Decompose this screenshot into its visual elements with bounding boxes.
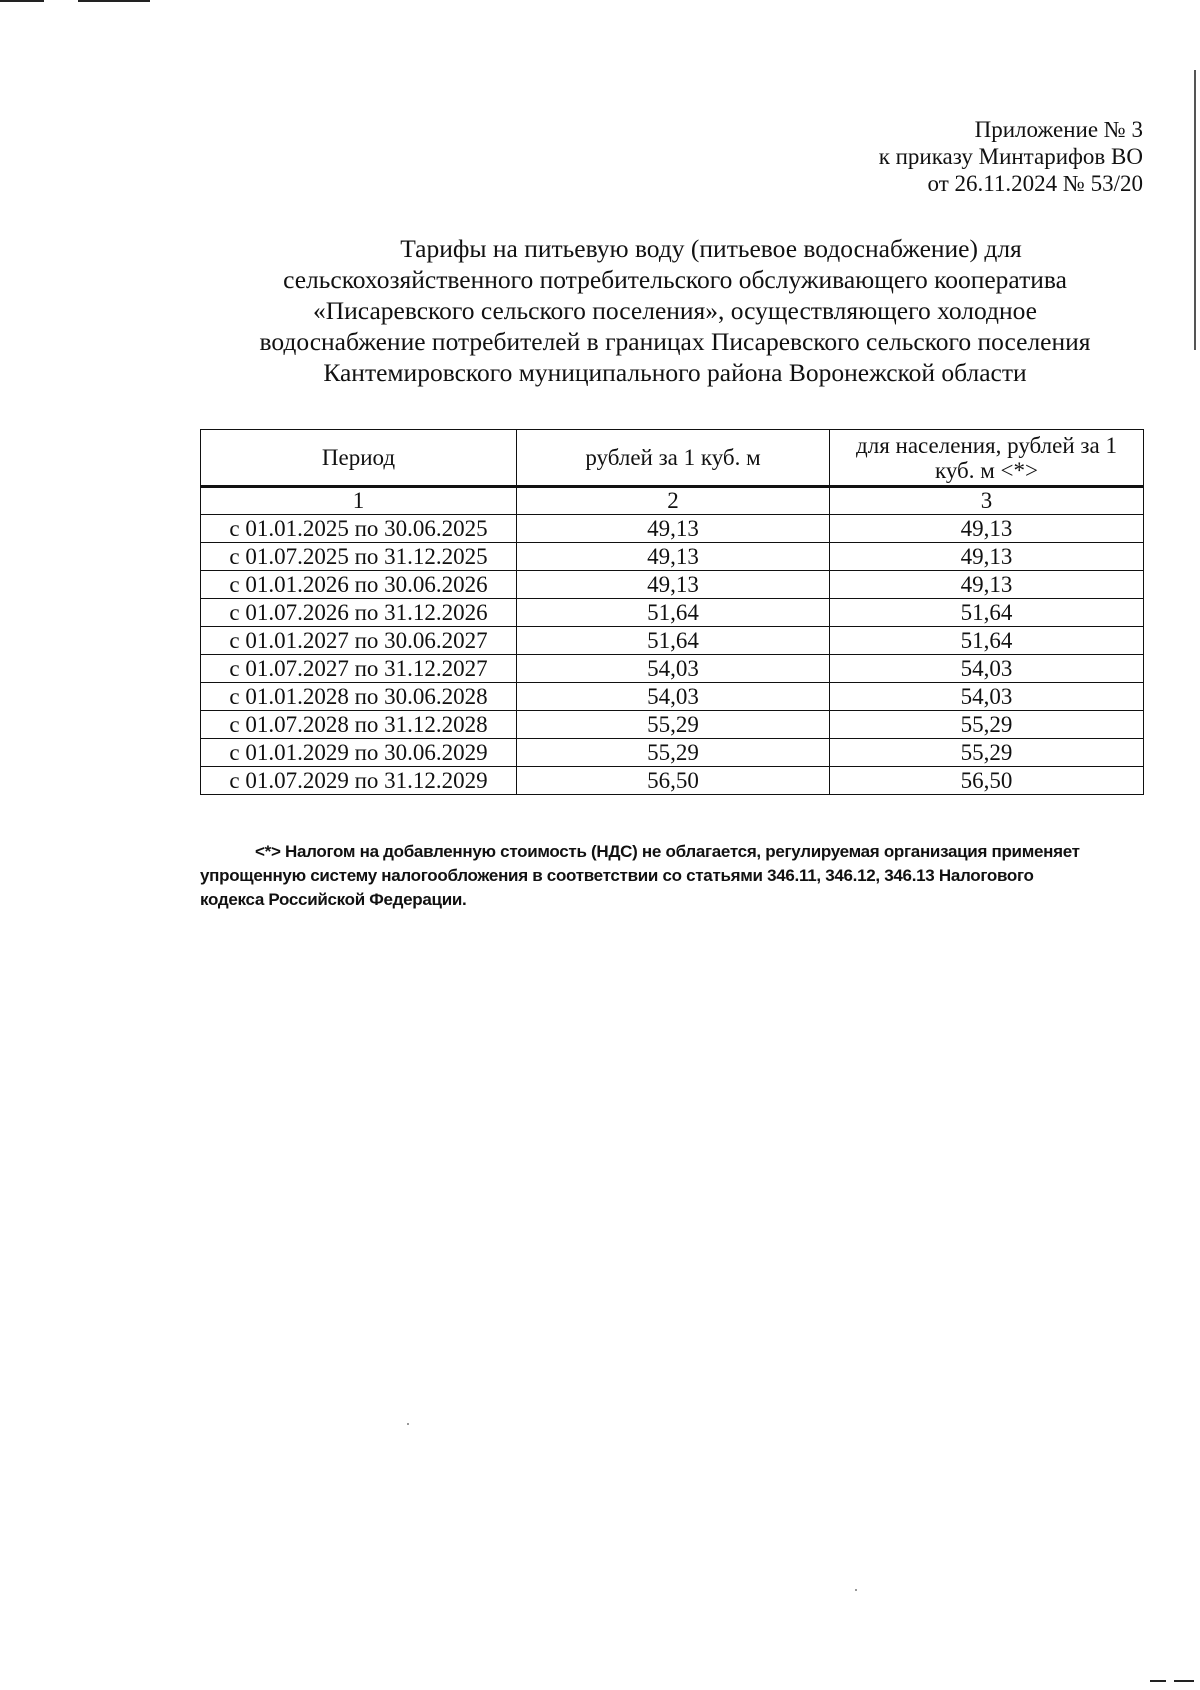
period-cell: с 01.01.2026 по 30.06.2026 <box>201 571 517 599</box>
scan-edge-mark <box>1174 1680 1194 1682</box>
period-cell: с 01.01.2029 по 30.06.2029 <box>201 739 517 767</box>
table-row <box>201 655 1144 683</box>
population-rate-cell: 49,13 <box>830 543 1144 571</box>
scan-edge-mark <box>78 0 150 2</box>
table-row <box>201 599 1144 627</box>
period-cell: с 01.01.2028 по 30.06.2028 <box>201 683 517 711</box>
table-row <box>201 739 1144 767</box>
column-numbering-row <box>201 487 1144 515</box>
table-body <box>201 487 1144 795</box>
table-row <box>201 515 1144 543</box>
header-rate: рублей за 1 куб. м <box>517 430 830 487</box>
rate-cell: 49,13 <box>517 543 830 571</box>
footnote-line: кодекса Российской Федерации. <box>200 890 467 909</box>
appendix-order: к приказу Минтарифов ВО <box>878 144 1143 169</box>
tariff-table <box>200 429 1144 795</box>
population-rate-cell: 54,03 <box>830 683 1144 711</box>
table-row <box>201 571 1144 599</box>
title-line: Тарифы на питьевую воду (питьевое водоснабжение) для <box>400 234 1022 263</box>
footnote <box>200 840 1145 912</box>
footnote-line: <*> Налогом на добавленную стоимость (НДС) не облагается, регулируемая организация применяет <box>255 842 1080 861</box>
header-population-line: куб. м <*> <box>935 457 1038 483</box>
period-cell: с 01.01.2027 по 30.06.2027 <box>201 627 517 655</box>
footnote-line: упрощенную систему налогообложения в соответствии со статьями 346.11, 346.12, 346.13 Налогового <box>200 866 1034 885</box>
table-row <box>201 683 1144 711</box>
population-rate-cell: 55,29 <box>830 711 1144 739</box>
header-population-line: для населения, рублей за 1 <box>856 432 1117 458</box>
document-title <box>200 233 1150 388</box>
scan-edge-mark <box>1150 1680 1166 1682</box>
table-header-row <box>201 430 1144 487</box>
period-cell: с 01.07.2027 по 31.12.2027 <box>201 655 517 683</box>
header-population-rate <box>830 430 1144 487</box>
population-rate-cell: 54,03 <box>830 655 1144 683</box>
table-row <box>201 543 1144 571</box>
column-number: 2 <box>517 487 830 515</box>
table-row <box>201 767 1144 795</box>
rate-cell: 51,64 <box>517 627 830 655</box>
scan-speck <box>855 1589 857 1591</box>
table-row <box>201 711 1144 739</box>
rate-cell: 49,13 <box>517 571 830 599</box>
title-line: Кантемировского муниципального района Воронежской области <box>323 358 1027 387</box>
population-rate-cell: 51,64 <box>830 627 1144 655</box>
scan-edge-line <box>1194 70 1196 350</box>
period-cell: с 01.07.2026 по 31.12.2026 <box>201 599 517 627</box>
population-rate-cell: 55,29 <box>830 739 1144 767</box>
population-rate-cell: 56,50 <box>830 767 1144 795</box>
header-period: Период <box>201 430 517 487</box>
title-line: сельскохозяйственного потребительского обслуживающего кооператива <box>283 265 1067 294</box>
rate-cell: 49,13 <box>517 515 830 543</box>
appendix-reference <box>879 116 1143 197</box>
column-number: 3 <box>830 487 1144 515</box>
rate-cell: 56,50 <box>517 767 830 795</box>
population-rate-cell: 49,13 <box>830 515 1144 543</box>
period-cell: с 01.01.2025 по 30.06.2025 <box>201 515 517 543</box>
rate-cell: 54,03 <box>517 683 830 711</box>
period-cell: с 01.07.2029 по 31.12.2029 <box>201 767 517 795</box>
population-rate-cell: 51,64 <box>830 599 1144 627</box>
rate-cell: 51,64 <box>517 599 830 627</box>
rate-cell: 55,29 <box>517 711 830 739</box>
appendix-date: от 26.11.2024 № 53/20 <box>927 171 1143 196</box>
scan-edge-mark <box>0 0 44 2</box>
rate-cell: 55,29 <box>517 739 830 767</box>
scan-speck <box>407 1423 409 1425</box>
title-line: водоснабжение потребителей в границах Писаревского сельского поселения <box>259 327 1091 356</box>
table-row <box>201 627 1144 655</box>
population-rate-cell: 49,13 <box>830 571 1144 599</box>
period-cell: с 01.07.2028 по 31.12.2028 <box>201 711 517 739</box>
title-line: «Писаревского сельского поселения», осуществляющего холодное <box>313 296 1037 325</box>
period-cell: с 01.07.2025 по 31.12.2025 <box>201 543 517 571</box>
appendix-number: Приложение № 3 <box>974 117 1143 142</box>
column-number: 1 <box>201 487 517 515</box>
rate-cell: 54,03 <box>517 655 830 683</box>
